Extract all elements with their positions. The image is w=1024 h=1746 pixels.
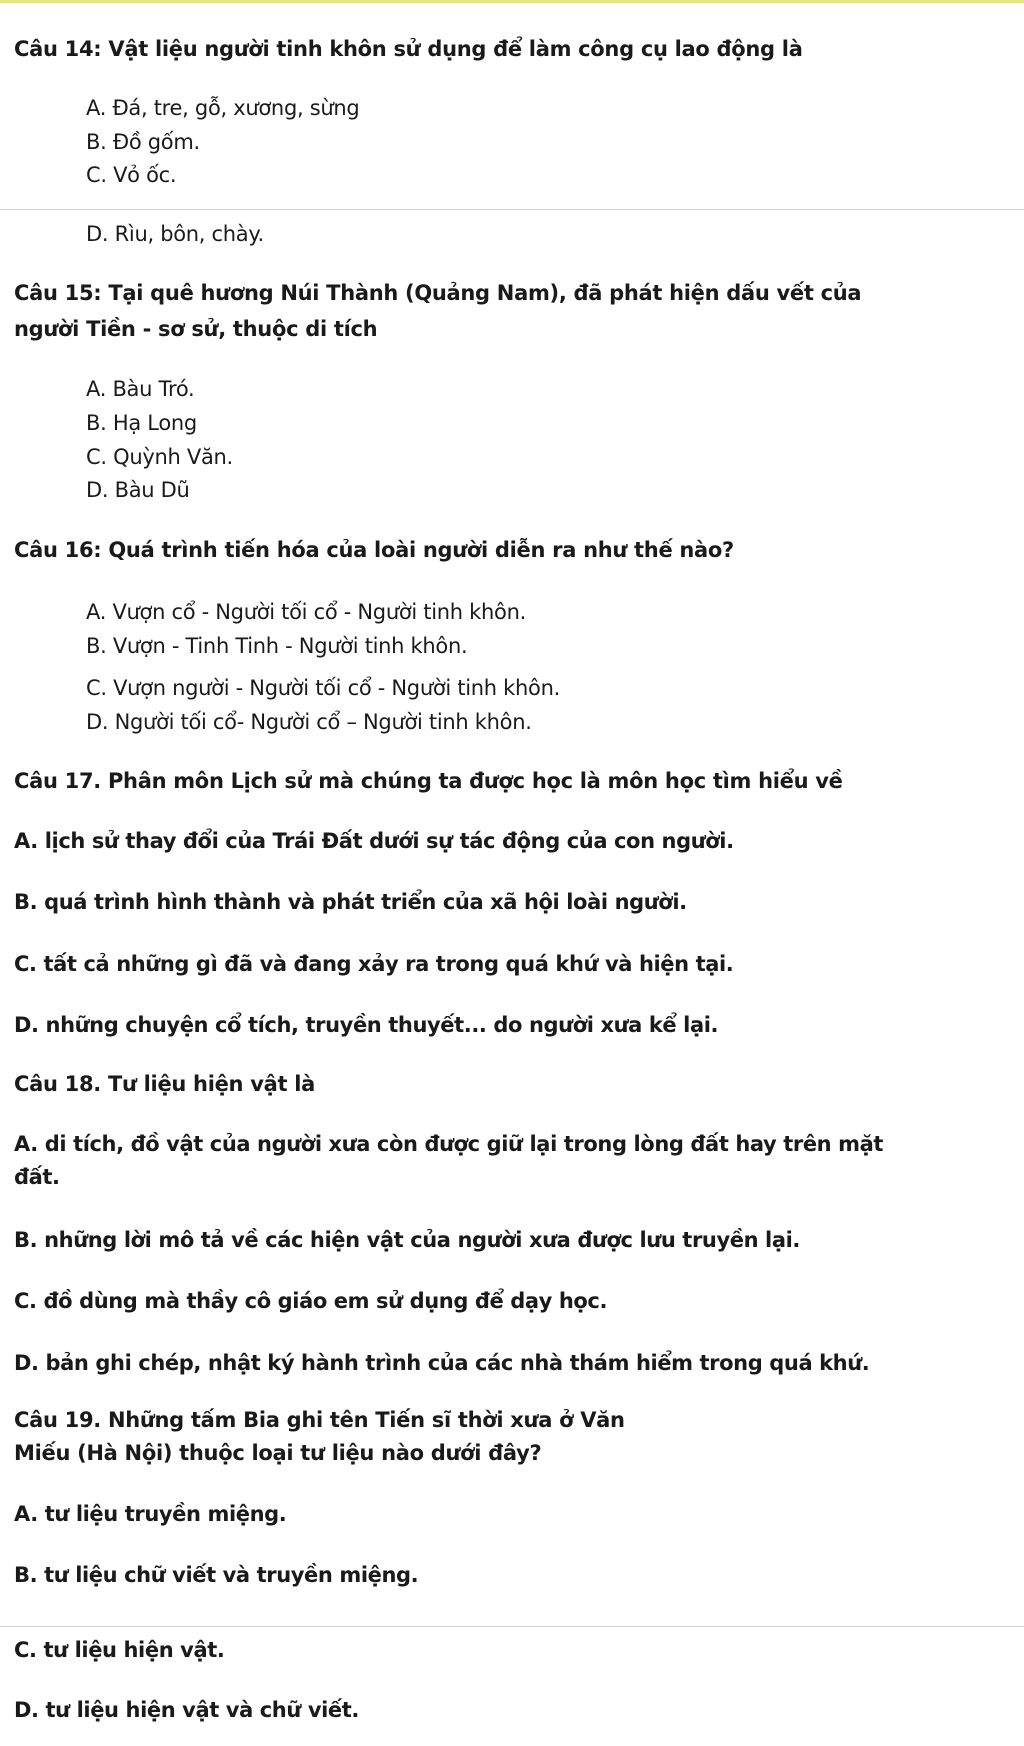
question-18-title: Câu 18. Tư liệu hiện vật là [14,1072,315,1096]
q17-option-c: C. tất cả những gì đã và đang xảy ra trong quá khứ và hiện tại. [14,952,734,976]
question-15-title-line2: người Tiền - sơ sử, thuộc di tích [14,317,378,341]
divider [0,1626,1024,1627]
q19-option-c: C. tư liệu hiện vật. [14,1638,225,1662]
q19-option-b: B. tư liệu chữ viết và truyền miệng. [14,1563,419,1587]
q17-option-a: A. lịch sử thay đổi của Trái Đất dưới sự tác động của con người. [14,829,734,853]
q16-option-b: B. Vượn - Tinh Tinh - Người tinh khôn. [86,634,468,658]
q15-option-c: C. Quỳnh Văn. [86,445,233,469]
question-16-title: Câu 16: Quá trình tiến hóa của loài người diễn ra như thế nào? [14,538,734,562]
question-15-title-line1: Câu 15: Tại quê hương Núi Thành (Quảng Nam), đã phát hiện dấu vết của [14,281,862,305]
q18-option-c: C. đồ dùng mà thầy cô giáo em sử dụng để dạy học. [14,1289,608,1313]
q15-option-a: A. Bàu Tró. [86,377,195,401]
q18-option-d: D. bản ghi chép, nhật ký hành trình của các nhà thám hiểm trong quá khứ. [14,1351,870,1375]
q14-option-a: A. Đá, tre, gỗ, xương, sừng [86,96,360,120]
q17-option-b: B. quá trình hình thành và phát triển của xã hội loài người. [14,890,687,914]
q15-option-b: B. Hạ Long [86,411,197,435]
question-19-title-line1: Câu 19. Những tấm Bia ghi tên Tiến sĩ thời xưa ở Văn [14,1408,625,1432]
q15-option-d: D. Bàu Dũ [86,478,190,502]
q19-option-d: D. tư liệu hiện vật và chữ viết. [14,1698,359,1722]
divider [0,209,1024,210]
question-17-title: Câu 17. Phân môn Lịch sử mà chúng ta được học là môn học tìm hiểu về [14,769,843,793]
question-14-title: Câu 14: Vật liệu người tinh khôn sử dụng để làm công cụ lao động là [14,37,803,61]
q16-option-c: C. Vượn người - Người tối cổ - Người tinh khôn. [86,676,560,700]
q14-option-c: C. Vỏ ốc. [86,163,177,187]
q19-option-a: A. tư liệu truyền miệng. [14,1502,287,1526]
q16-option-a: A. Vượn cổ - Người tối cổ - Người tinh khôn. [86,600,526,624]
q14-option-b: B. Đồ gốm. [86,130,200,154]
q17-option-d: D. những chuyện cổ tích, truyền thuyết... do người xưa kể lại. [14,1013,719,1037]
q18-option-a-line2: đất. [14,1165,60,1189]
question-19-title-line2: Miếu (Hà Nội) thuộc loại tư liệu nào dưới đây? [14,1441,542,1465]
q16-option-d: D. Người tối cổ- Người cổ – Người tinh khôn. [86,710,532,734]
q18-option-a-line1: A. di tích, đồ vật của người xưa còn được giữ lại trong lòng đất hay trên mặt [14,1132,884,1156]
top-border [0,0,1024,3]
q14-option-d: D. Rìu, bôn, chày. [86,222,264,246]
q18-option-b: B. những lời mô tả về các hiện vật của người xưa được lưu truyền lại. [14,1228,800,1252]
